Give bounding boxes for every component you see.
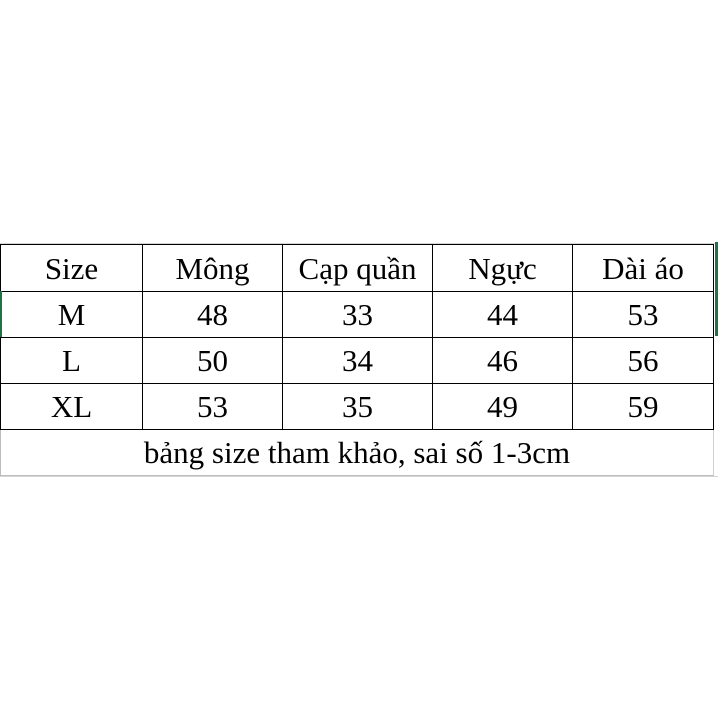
cell-nguc[interactable]: 46: [433, 338, 573, 384]
cell-dai-ao[interactable]: 59: [573, 384, 714, 430]
header-cell-size[interactable]: Size: [1, 245, 143, 292]
note-row: [1, 430, 714, 476]
header-cell-mong[interactable]: Mông: [143, 245, 283, 292]
cell-dai-ao[interactable]: 56: [573, 338, 714, 384]
table-row: [1, 384, 714, 430]
cell-dai-ao[interactable]: 53: [573, 292, 714, 338]
header-cell-cap-quan[interactable]: Cạp quần: [283, 245, 433, 292]
gridline-bottom: [0, 476, 718, 477]
cell-cap-quan[interactable]: 33: [283, 292, 433, 338]
cell-size[interactable]: L: [1, 338, 143, 384]
cell-mong[interactable]: 53: [143, 384, 283, 430]
cell-nguc[interactable]: 49: [433, 384, 573, 430]
header-cell-dai-ao[interactable]: Dài áo: [573, 245, 714, 292]
size-note-cell[interactable]: bảng size tham khảo, sai số 1-3cm: [1, 430, 714, 476]
cell-mong[interactable]: 50: [143, 338, 283, 384]
cell-mong[interactable]: 48: [143, 292, 283, 338]
cell-cap-quan[interactable]: 35: [283, 384, 433, 430]
cell-size[interactable]: XL: [1, 384, 143, 430]
cell-cap-quan[interactable]: 34: [283, 338, 433, 384]
header-row: [1, 245, 714, 292]
cell-nguc[interactable]: 44: [433, 292, 573, 338]
table-row: [1, 292, 714, 338]
size-chart-table: [0, 244, 714, 476]
cell-size[interactable]: M: [1, 292, 143, 338]
selection-indicator-left: [0, 291, 2, 337]
header-cell-nguc[interactable]: Ngực: [433, 245, 573, 292]
spreadsheet-area: [0, 244, 718, 476]
table-row: [1, 338, 714, 384]
